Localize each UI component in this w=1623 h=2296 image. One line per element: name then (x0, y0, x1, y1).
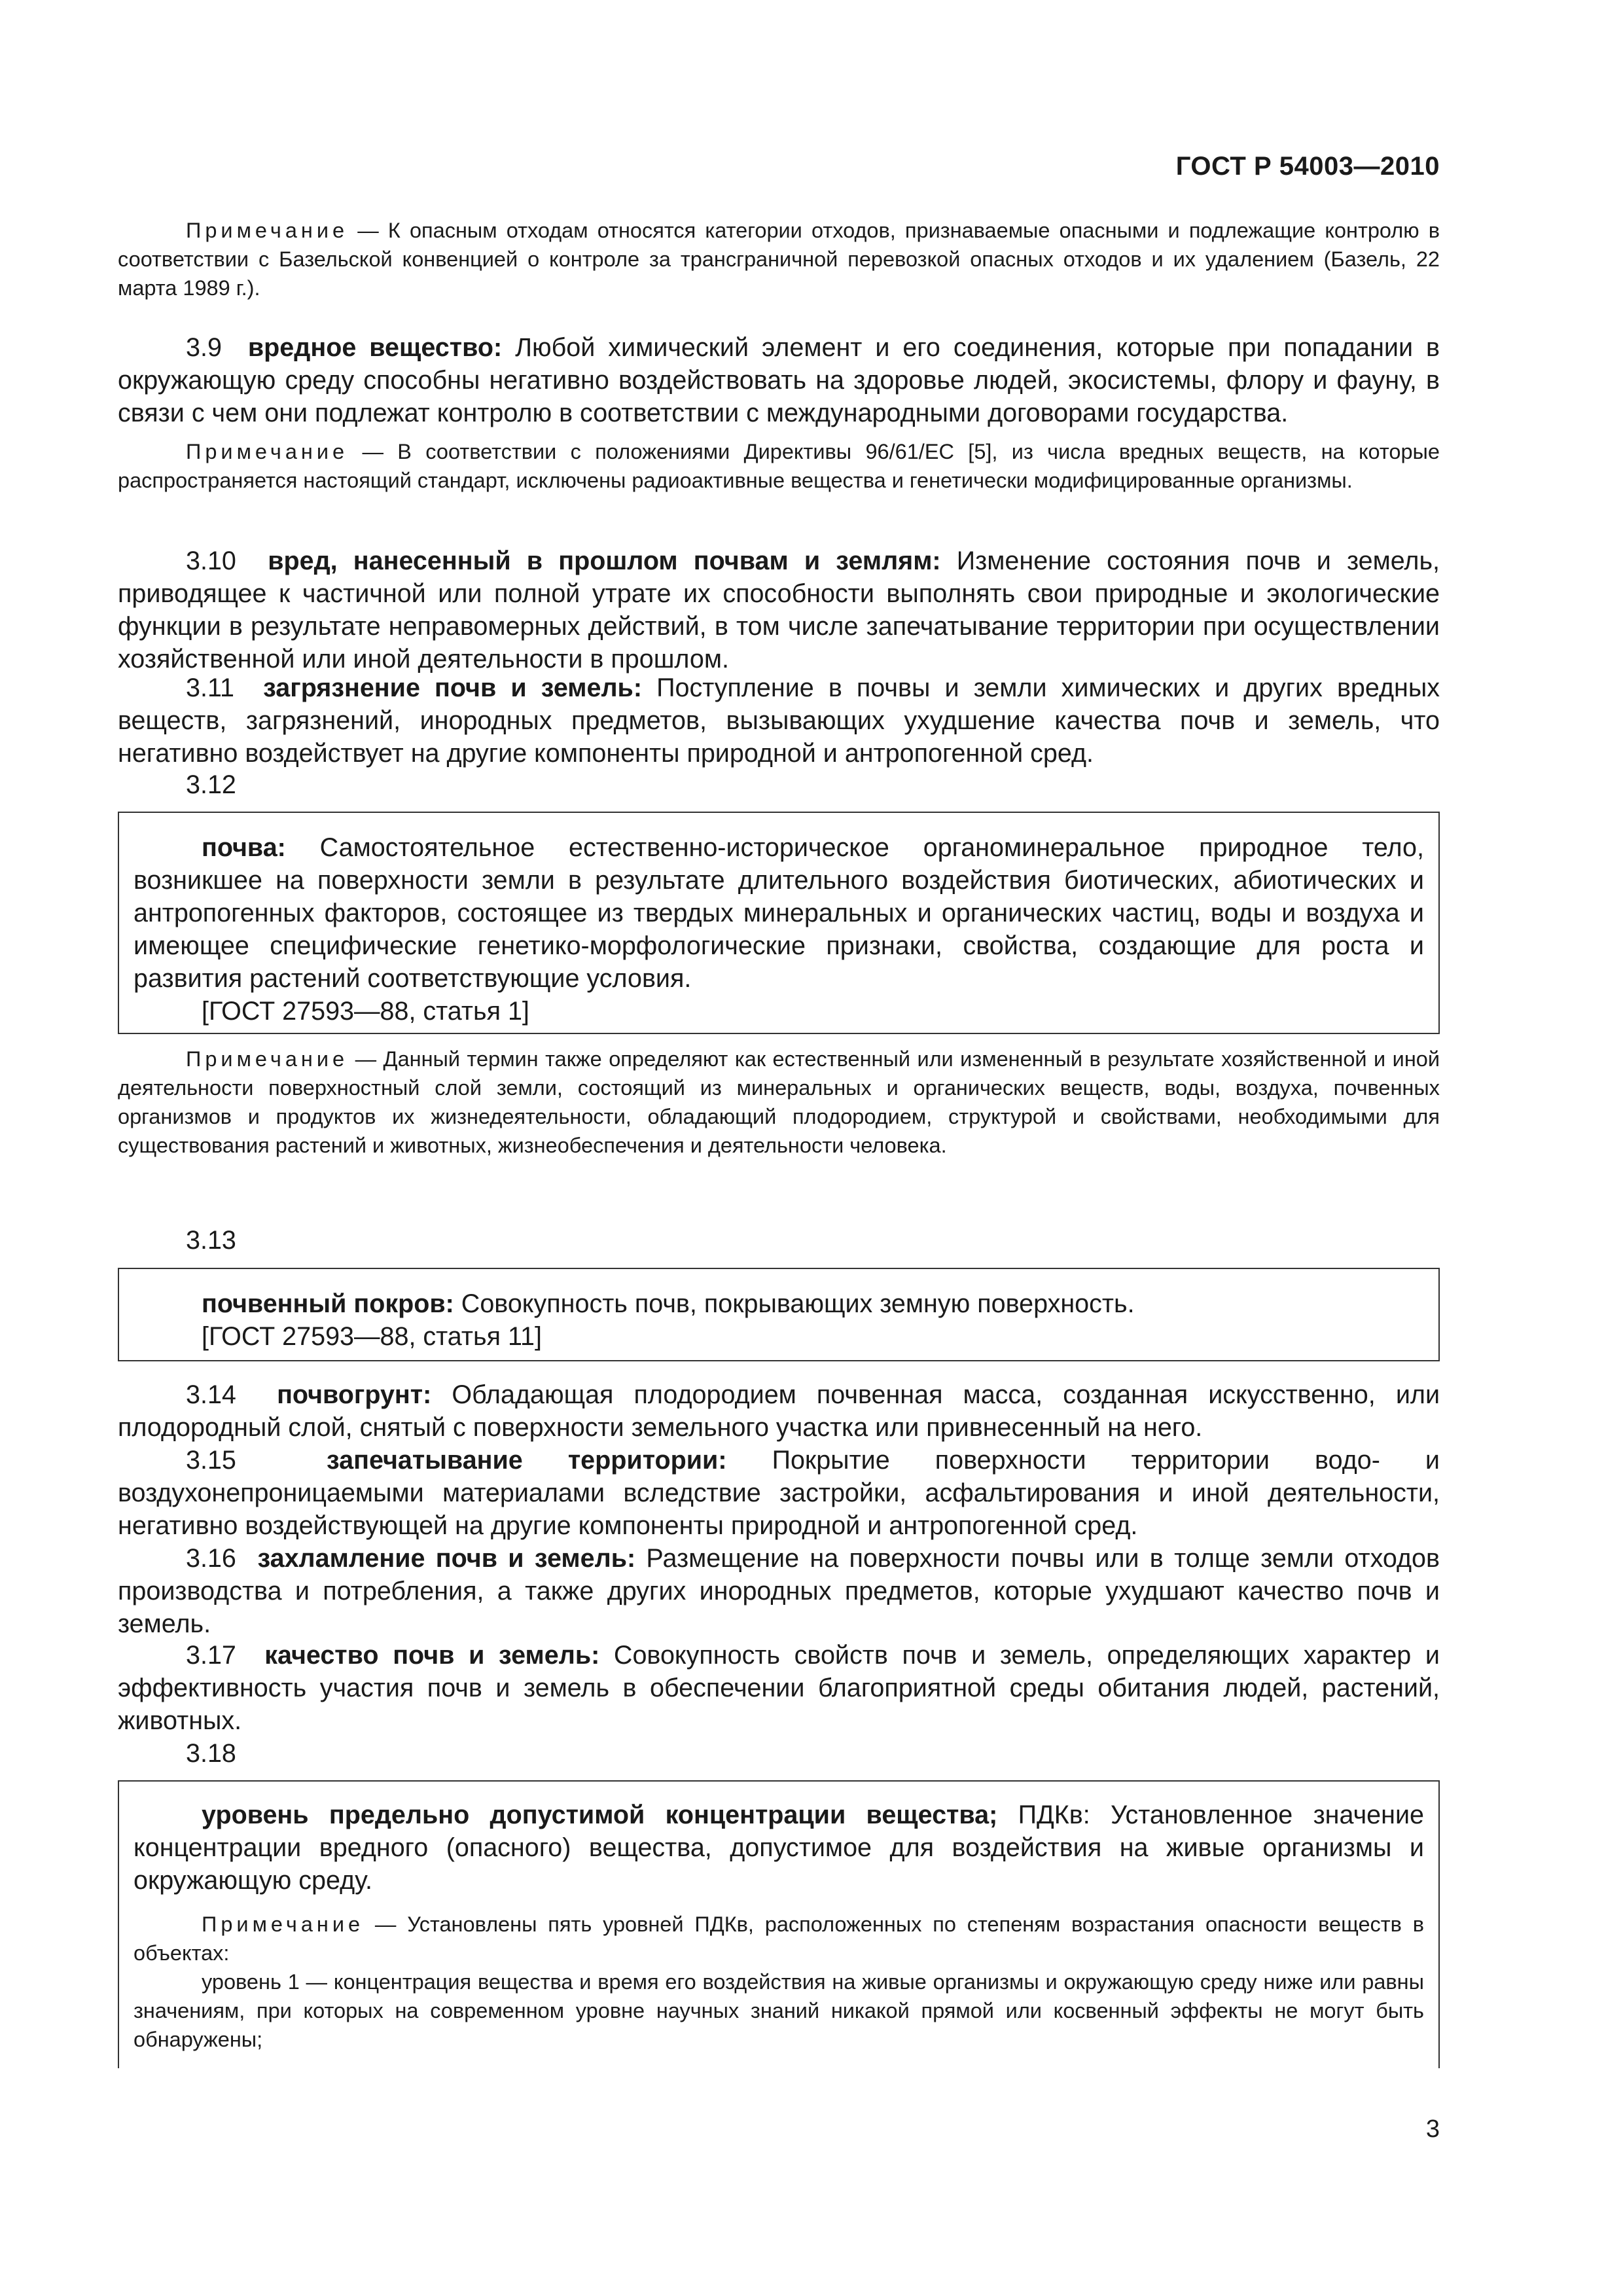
term-number-3-12 (118, 768, 1440, 801)
term-definition: Размещение на поверхности почвы или в толще земли отходов производства и потребления, а также других инородных предметов, которые ухудшают качество почв и земель. (118, 1544, 1440, 1638)
term-box-3-12 (118, 812, 1440, 1034)
term-title: вредное вещество: (247, 333, 503, 362)
term-title: почва: (202, 833, 286, 862)
note-paragraph-3-12 (118, 1045, 1440, 1160)
note-text: — В соответствии с положениями Директивы 96/61/ЕС [5], из числа вредных веществ, на которые распространяется настоящий стандарт, исключены радиоактивные вещества и генетически модифицированные организмы. (118, 440, 1440, 492)
term-number: 3.15 (186, 1446, 236, 1475)
term-number: 3.18 (186, 1739, 236, 1768)
term-definition: Поступление в почвы и земли химических и других вредных веществ, загрязнений, инородных предметов, вызывающих ухудшение качества почв и земель, что негативно воздействует на другие компоненты природной и антропогенной сред. (118, 673, 1440, 768)
note-label: Примечание (186, 1047, 349, 1071)
term-title: почвенный покров: (202, 1289, 454, 1318)
term-number-3-13 (118, 1224, 1440, 1257)
term-title: запечатывание территории: (327, 1446, 727, 1475)
term-definition: Изменение состояния почв и земель, приводящее к частичной или полной утрате их способности выполнять свои природные и экологические функции в результате неправомерных действий, в том числе запечатывание территории при осуществлении хозяйственной или иной деятельности в прошлом. (118, 547, 1440, 673)
term-title: вред, нанесенный в прошлом почвам и землям: (268, 547, 941, 575)
term-box-3-13 (118, 1268, 1440, 1361)
term-number: 3.17 (186, 1641, 236, 1670)
note-level-1: уровень 1 — концентрация вещества и время его воздействия на живые организмы и окружающую среду ниже или равны значениям, при которых на современном уровне научных знаний никакой прямой или косвенный эффекты не могут быть обнаружены; (134, 1970, 1424, 2051)
note-label: Примечание (186, 219, 349, 242)
term-3-9 (118, 331, 1440, 429)
term-reference: [ГОСТ 27593—88, статья 11] (202, 1322, 542, 1351)
term-3-17 (118, 1639, 1440, 1737)
note-label: Примечание (202, 1912, 365, 1936)
note-label: Примечание (186, 440, 349, 463)
term-number: 3.14 (186, 1380, 236, 1409)
term-definition: Любой химический элемент и его соединения, которые при попадании в окружающую среду способны негативно воздействовать на здоровье людей, экосистемы, флору и фауну, в связи с чем они подлежат контролю в соответствии с международными договорами государства. (118, 333, 1440, 427)
term-number: 3.16 (186, 1544, 236, 1573)
term-3-18 (134, 1799, 1424, 1897)
term-3-10 (118, 545, 1440, 675)
term-3-13 (134, 1287, 1424, 1320)
note-text: — Данный термин также определяют как естественный или измененный в результате хозяйственной и иной деятельности поверхностный слой земли, состоящий из минеральных и органических веществ, воды, воздуха, почвенных организмов и продуктов их жизнедеятельности, обладающий плодородием, структурой и свойствами, необходимыми для существования растений и животных, жизнеобеспечения и деятельности человека. (118, 1047, 1440, 1157)
term-3-14 (118, 1378, 1440, 1444)
term-definition: Самостоятельное естественно-историческое органоминеральное природное тело, возникшее на поверхности земли в результате длительного воздействия биотических, абиотических и антропогенных факторов, состоящее из твердых минеральных и органических частиц, воды и воздуха и имеющее специфические генетико-морфологические признаки, свойства, создающие для роста и развития растений соответствующие условия. (134, 833, 1424, 993)
term-title: захламление почв и земель: (257, 1544, 636, 1573)
note-text: — Установлены пять уровней ПДКв, расположенных по степеням возрастания опасности веществ в объектах: (134, 1912, 1424, 1965)
page-number: 3 (1425, 2115, 1440, 2143)
term-number-3-18 (118, 1737, 1440, 1770)
term-definition: ПДКв: Установленное значение концентрации вредного (опасного) вещества, допустимое для воздействия на живые организмы и окружающую среду. (134, 1801, 1424, 1895)
note-text: — К опасным отходам относятся категории отходов, признаваемые опасными и подлежащие контролю в соответствии с Базельской конвенцией о контроле за трансграничной перевозкой опасных отходов и их удалением (Базель, 22 марта 1989 г.). (118, 219, 1440, 300)
term-reference: [ГОСТ 27593—88, статья 1] (202, 997, 529, 1026)
term-number: 3.13 (186, 1226, 236, 1255)
term-3-11 (118, 672, 1440, 770)
document-header: ГОСТ Р 54003—2010 (1175, 152, 1440, 181)
term-3-16 (118, 1542, 1440, 1640)
term-number: 3.10 (186, 547, 236, 575)
term-number: 3.12 (186, 770, 236, 799)
term-definition: Покрытие поверхности территории водо- и воздухонепроницаемыми материалами вследствие застройки, асфальтирования и иной деятельности, негативно воздействующей на другие компоненты природной и антропогенной сред. (118, 1446, 1440, 1540)
note-paragraph-3-18 (134, 1910, 1424, 1967)
term-title: уровень предельно допустимой концентрации вещества; (202, 1801, 998, 1829)
note-paragraph-3-9 (118, 437, 1440, 495)
term-number: 3.11 (186, 673, 234, 702)
term-3-15 (118, 1444, 1440, 1542)
term-definition: Совокупность свойств почв и земель, определяющих характер и эффективность участия почв и земель в обеспечении благоприятной среды обитания людей, растений, животных. (118, 1641, 1440, 1735)
term-number: 3.9 (186, 333, 222, 362)
term-3-12 (134, 831, 1424, 995)
term-definition: Обладающая плодородием почвенная масса, созданная искусственно, или плодородный слой, снятый с поверхности земельного участка или привнесенный на него. (118, 1380, 1440, 1442)
term-box-3-18 (118, 1780, 1440, 2068)
term-title: почвогрунт: (277, 1380, 432, 1409)
term-title: загрязнение почв и земель: (263, 673, 642, 702)
note-paragraph-top (118, 216, 1440, 302)
term-title: качество почв и земель: (264, 1641, 600, 1670)
term-definition: Совокупность почв, покрывающих земную поверхность. (454, 1289, 1135, 1318)
